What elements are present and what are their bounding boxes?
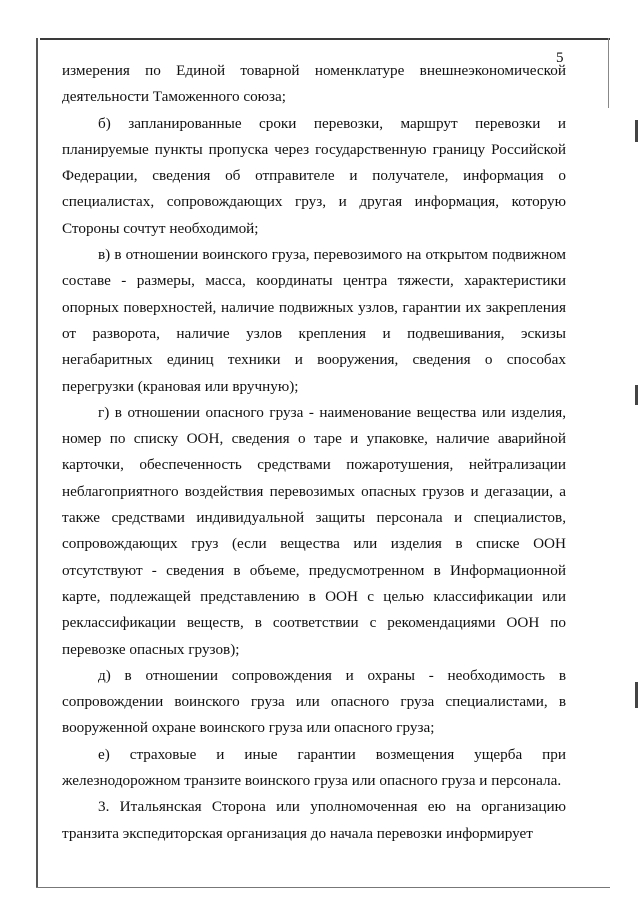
paragraph-b: б) запланированные сроки перевозки, маршрут перевозки и планируемые пункты пропуска через государственную границу Российской Федерации, сведения об отправителе и получателе, информация о специалистах, сопровождающих груз, и другая информация, которую Стороны сочтут необходимой;: [62, 114, 566, 237]
scan-border-top: [40, 38, 610, 40]
scan-border-bottom: [36, 887, 610, 888]
scan-border-left: [36, 38, 38, 888]
paragraph-continuation: измерения по Единой товарной номенклатуре внешнеэкономической деятельности Таможенного союза;: [62, 62, 566, 106]
paragraph-e: е) страховые и иные гарантии возмещения ущерба при железнодорожном транзите воинского груза или опасного груза и персонала.: [62, 745, 566, 790]
scan-border-right: [608, 38, 609, 108]
scan-edge-mark: [635, 682, 638, 708]
scan-edge-mark: [635, 120, 638, 142]
paragraph-d: д) в отношении сопровождения и охраны - необходимость в сопровождении воинского груза или опасного груза специалистами, в вооруженной охране воинского груза или опасного груза;: [62, 666, 566, 737]
document-body: [62, 58, 566, 847]
paragraph-3: 3. Итальянская Сторона или уполномоченная ею на организацию транзита экспедиторская организация до начала перевозки информирует: [62, 798, 566, 842]
paragraph-v: в) в отношении воинского груза, перевозимого на открытом подвижном составе - размеры, масса, координаты центра тяжести, характеристики опорных поверхностей, наличие подвижных узлов, гарантии их закрепления от разворота, наличие узлов крепления и подвешивания, эскизы негабаритных единиц техники и вооружения, сведения о способах перегрузки (крановая или вручную);: [62, 246, 566, 395]
scan-edge-mark: [635, 385, 638, 405]
page-number: 5: [556, 50, 564, 66]
paragraph-g: г) в отношении опасного груза - наименование вещества или изделия, номер по списку ООН, сведения о таре и упаковке, наличие аварийной карточки, обеспеченность средствами пожаротушения, нейтрализации неблагоприятного воздействия перевозимых опасных грузов и дегазации, а также средствами индивидуальной защиты персонала и специалистов, сопровождающих груз (если вещества или изделия в списке ООН отсутствуют - сведения в объеме, предусмотренном в Информационной карте, подлежащей представлению в ООН с целью классификации или реклассификации веществ, в соответствии с рекомендациями ООН по перевозке опасных грузов);: [62, 403, 566, 658]
